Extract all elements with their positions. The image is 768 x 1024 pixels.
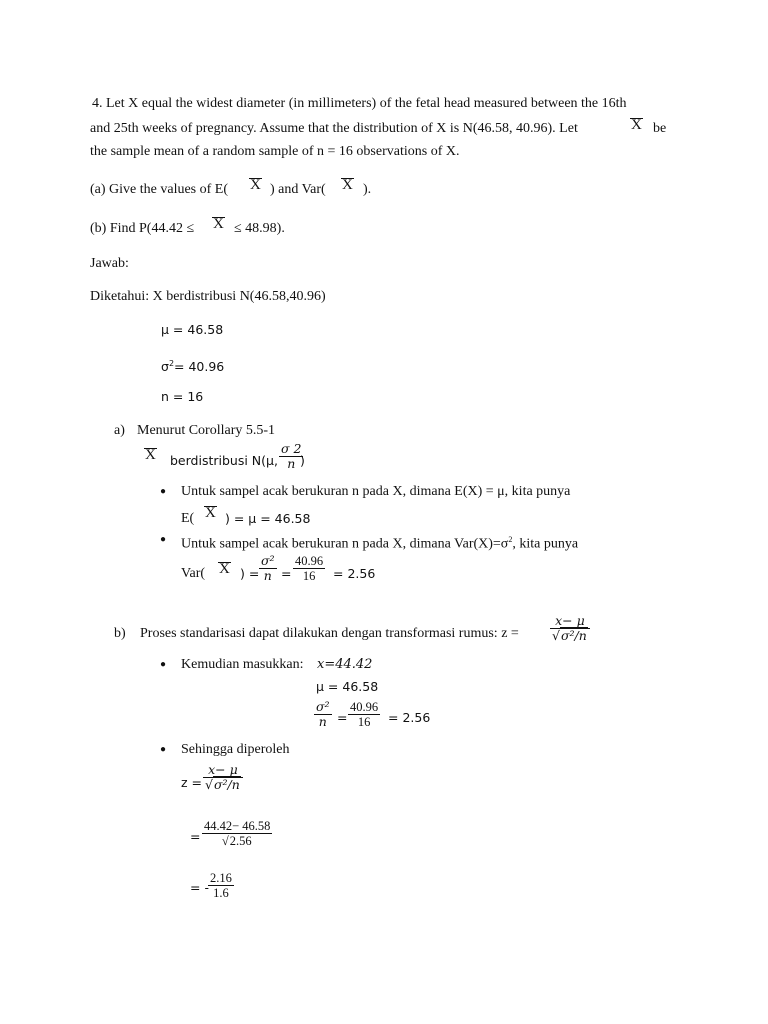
a-bullet-2-result: = 2.56 [333,566,376,581]
a-dist-suffix: ) [300,453,305,468]
bullet-icon: ● [160,486,167,497]
xbar-symbol: X [250,177,261,193]
var-fraction-values: $\frac{40.96}{16}$ [295,554,324,583]
b-x-value: x=44.42 [317,657,373,672]
section-b-label: b) [114,626,126,641]
part-a-end: ). [363,182,372,197]
section-a-label: a) [114,423,125,438]
problem-line-2-end: be [653,121,667,136]
b-var-eq: = [337,710,348,725]
section-b-text: Proses standarisasi dapat dilakukan dengan transformasi rumus: z = [140,626,519,641]
bullet-icon: ● [160,534,167,545]
xbar-symbol: X [219,561,230,577]
z-formula-fraction: $\frac{x- \mu}{\text{√σ²/n}}$ [550,614,590,643]
z-prefix: z = [181,775,203,790]
problem-line-3: the sample mean of a random sample of n = 16 observations of X. [90,144,460,159]
a-dist-prefix: berdistribusi N(μ, [170,453,278,468]
problem-line-1: 4. Let X equal the widest diameter (in millimeters) of the fetal head measured between the 16th [92,96,627,111]
z-fraction-result: $\frac{2.16}{1.6}$ [210,871,232,900]
section-a-title: Menurut Corollary 5.5-1 [137,423,276,438]
given-sigma: $\sigma^2= 40.96$ [161,359,225,375]
xbar-symbol: X [213,216,224,232]
z-fraction-substituted: $\frac{44.42- 46.58}{√2.56}$ [204,819,271,848]
a-bullet-2-var-eq: ) = [240,566,260,581]
a-bullet-2-var-prefix: Var( [181,566,206,581]
a-bullet-2-text: Untuk sampel acak berukuran n pada X, dimana $Var(X)=\sigma^2$, kita punya [181,535,579,552]
b-var-fraction-sigma-n: $\frac{\text{σ²}}{n}$ [316,699,330,729]
jawab-label: Jawab: [90,256,129,271]
var-fraction-sigma-n: $\frac{\text{σ²}}{n}$ [261,553,275,583]
z-eq-2: = - [190,880,209,895]
xbar-symbol: X [205,505,216,521]
a-bullet-1-e-prefix: E( [181,511,195,526]
a-bullet-1-e-suffix: ) = μ = 46.58 [225,511,311,526]
part-a-mid: ) and Var( [270,182,326,197]
part-a-prefix: (a) Give the values of E( [90,182,228,197]
diketahui-line: Diketahui: X berdistribusi N(46.58,40.96) [90,289,326,304]
bullet-icon: ● [160,744,167,755]
bullet-icon: ● [160,659,167,670]
given-n: n = 16 [161,389,204,404]
given-mu: μ = 46.58 [161,322,224,337]
a-bullet-2-eq2: = [281,566,292,581]
b-var-fraction-values: $\frac{40.96}{16}$ [350,700,379,729]
problem-line-2: and 25th weeks of pregnancy. Assume that the distribution of X is N(46.58, 40.96). Let [90,121,578,136]
a-dist-fraction: $\frac{\sigma 2}{n}$ [281,441,302,471]
xbar-symbol: X [342,177,353,193]
b-bullet-2-text: Sehingga diperoleh [181,742,290,757]
b-mu-value: μ = 46.58 [316,679,379,694]
a-bullet-1-text: Untuk sampel acak berukuran n pada X, dimana E(X) = μ, kita punya [181,484,571,499]
z-fraction-general: $\frac{x- \mu}{\text{√σ²/n}}$ [203,763,243,792]
part-b-end: ≤ 48.98). [234,221,285,236]
z-eq-1: = [190,829,201,844]
b-var-result: = 2.56 [388,710,431,725]
part-b-prefix: (b) Find P(44.42 ≤ [90,221,195,236]
b-bullet-1-text: Kemudian masukkan: [181,657,304,672]
xbar-symbol: X [145,447,156,463]
xbar-symbol: X [631,117,642,133]
